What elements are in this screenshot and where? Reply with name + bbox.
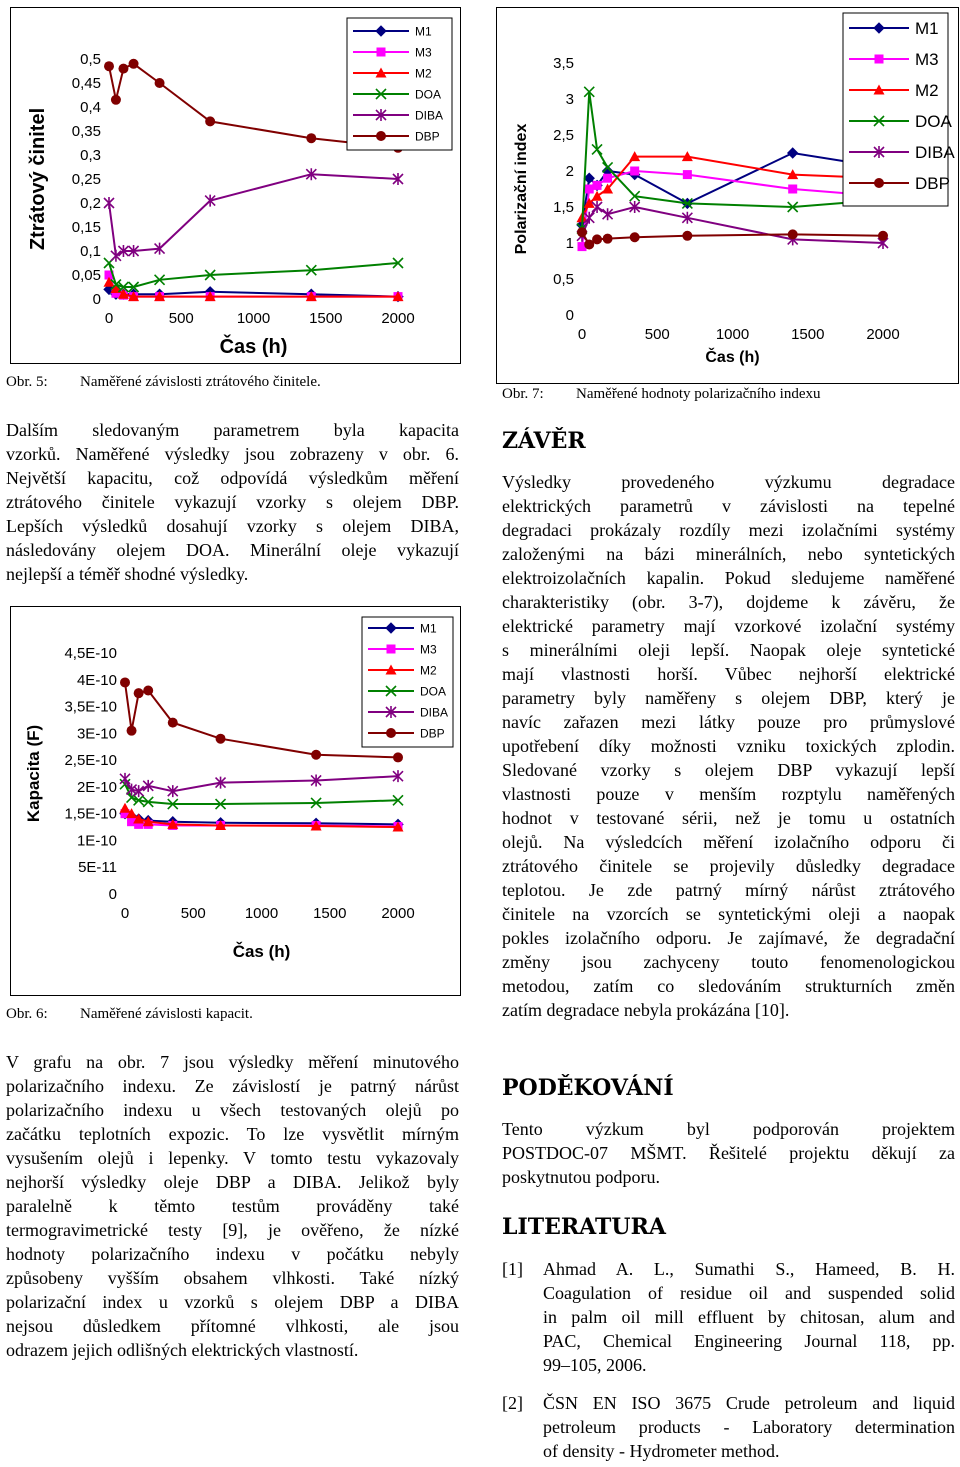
marker-square [593,181,602,190]
x-tick-label: 0 [577,326,587,343]
text-line: následovány olejem DOA. Minerální oleje vykazují [6,540,459,560]
y-tick-label: 0,3 [80,147,101,164]
text-line: odrazem jejich odlišných elektrických vlastností. [6,1340,359,1360]
legend-label: M3 [415,45,432,60]
marker-star [120,773,130,785]
marker-circle [874,178,884,188]
marker-circle [603,234,613,244]
series-line [125,784,398,804]
y-tick-label: 3E-10 [76,725,117,743]
x-tick-label: 0 [120,905,130,922]
text-line: Dalším sledovaným parametrem byla kapacita [6,420,459,440]
reference-line: Ahmad A. L., Sumathi S., Hameed, B. H. [543,1259,955,1279]
text-line: POSTDOC-07 MŠMT. Řešitelé projektu děkují za [502,1143,955,1163]
text-line: elektrické parametry mají vzorkové izolační systémy [502,616,955,636]
figure-6-chart [10,606,461,996]
series-m2 [120,803,404,832]
y-tick-label: 0,5 [553,271,574,288]
legend-label: M2 [415,66,432,81]
figure-5-caption-number: Obr. 5: [6,374,48,390]
series-dbp [577,227,888,249]
marker-circle [577,227,587,237]
legend-label: M1 [415,24,432,39]
legend [843,13,955,206]
reference-line: of density - Hydrometer method. [543,1441,780,1461]
x-tick-label: 500 [180,905,206,922]
y-axis-title: Ztrátový činitel [27,107,49,251]
y-tick-label: 3 [565,91,574,108]
text-line: V grafu na obr. 7 jsou výsledky měření minutového [6,1052,459,1072]
text-line: polarizačního indexu u všech testovaných olejů po [6,1100,459,1120]
legend-label: M2 [420,663,437,678]
y-axis-title: Kapacita (F) [24,724,43,823]
figure-7-svg [497,8,958,383]
marker-square [630,167,639,176]
figure-7-caption-number: Obr. 7: [502,386,544,402]
text-line: metodou, zatím co sledováním strukturních změn [502,976,955,996]
text-line: degradaci prokázaly rozdíly mezi izolačními systémy [502,520,955,540]
text-line: poskytnutou podporu. [502,1167,661,1187]
text-line: hodnot v testované sérii, než je tomu u ostatních [502,808,955,828]
text-line: charakteristiky (obr. 3-7), dojdeme k závěru, že [502,592,955,612]
reference-number: [2] [502,1393,523,1413]
y-tick-label: 0,4 [80,99,101,116]
reference-line: Coagulation of residue oil and suspended solid [543,1283,955,1303]
text-line: navíc zařazen mezi látky pouze pro průmyslové [502,712,955,732]
series-diba [577,201,888,249]
marker-star [104,197,114,209]
marker-circle [386,728,396,738]
x-axis-title: Čas (h) [219,336,288,358]
series-line [109,263,398,287]
x-axis-title: Čas (h) [705,349,760,366]
marker-circle [155,78,165,88]
figure-5-caption-text: Naměřené závislosti ztrátového činitele. [80,374,321,390]
reference-line: PAC, Chemical Engineering Journal 118, pp. [543,1331,955,1351]
text-line: pokles izolačního odporu. Je zajímavé, že degradační [502,928,955,948]
y-axis-title: Polarizační index [513,123,530,255]
text-line: mají vlastnosti horší. Vůbec nejhorší elektrické [502,664,955,684]
y-tick-label: 4,5E-10 [64,645,117,662]
y-tick-label: 2 [565,163,574,180]
marker-circle [306,133,316,143]
y-tick-label: 0,2 [80,195,101,212]
marker-circle [788,229,798,239]
marker-circle [111,95,121,105]
text-line: elektrických parametrů v závislosti na tepelné [502,496,955,516]
marker-circle [311,750,321,760]
series-m1 [577,148,888,230]
figure-5-caption [6,374,321,391]
y-tick-label: 2E-10 [76,778,117,796]
marker-triangle [120,803,131,813]
marker-square [788,185,797,194]
text-line: polarizační index u vzorků s olejem DBP a DIBA [6,1292,459,1312]
series-line [109,289,398,296]
figure-5-chart [10,7,461,364]
y-tick-label: 0,1 [80,243,101,260]
podekovani-paragraph [502,1117,955,1189]
series-diba [120,770,403,797]
x-axis-title: Čas (h) [232,942,291,961]
marker-circle [376,131,386,141]
text-line: vlastnosti pouze v menším rozptylu naměřených [502,784,955,804]
y-tick-label: 1,5 [553,199,574,216]
y-tick-label: 1,5E-10 [64,805,117,823]
x-tick-label: 2000 [381,905,415,922]
text-line: polarizačního indexu. Ze závislostí je patrný nárůst [6,1076,459,1096]
text-line: ztrátového činitele vykazují vzorky s olejem DBP. [6,492,459,512]
marker-circle [104,61,114,71]
figure-5-svg [11,8,460,363]
left-paragraph-capacity [6,418,459,586]
text-line: založenými na bázi minerálních, nebo syntetických [502,544,955,564]
legend [347,18,452,150]
x-tick-label: 500 [644,326,670,343]
marker-square [387,645,396,654]
x-tick-label: 500 [168,310,194,327]
legend-label: M2 [915,81,939,101]
y-tick-label: 4E-10 [76,671,117,689]
reference-text [543,1391,955,1463]
marker-square [603,174,612,183]
text-line: s minerálními oleji lepší. Naopak oleje syntetické [502,640,955,660]
y-tick-label: 0,15 [71,219,101,236]
legend-label: DOA [915,112,952,132]
x-tick-label: 1500 [309,310,343,327]
reference-text [543,1257,955,1377]
marker-circle [216,734,226,744]
marker-circle [134,688,144,698]
text-line: ztrátového činitele se projevily důsledky degradace [502,856,955,876]
figure-7-caption [502,386,821,403]
text-line: hodnoty polarizačního indexu v počátku nebyly [6,1244,459,1264]
x-tick-label: 1000 [244,905,279,922]
marker-circle [127,726,137,736]
x-tick-label: 0 [104,310,114,327]
y-tick-label: 0,25 [71,171,101,188]
figure-6-caption-number: Obr. 6: [6,1006,48,1022]
text-line: Výsledky provedeného výzkumu degradace [502,472,955,492]
marker-circle [168,718,178,728]
x-tick-label: 2000 [866,326,900,343]
x-tick-label: 1500 [313,905,347,922]
text-line: nejhorší výsledky oleje DBP a DIBA. Jelikož byly [6,1172,459,1192]
marker-diamond [788,148,798,158]
text-line: teplotou. Je zde patrný mírný nárůst ztrátového [502,880,955,900]
y-tick-label: 0 [565,307,574,324]
marker-square [683,170,692,179]
text-line: činitele na vzorcích se syntetickými oleji a naopak [502,904,955,924]
text-line: Největší kapacitu, což odpovídá výsledkům měření [6,468,459,488]
text-line: nejlepší a téměř shodné výsledky. [6,564,249,584]
legend-label: M3 [420,642,437,657]
figure-7-chart [496,7,959,384]
left-paragraph-polarization [6,1050,459,1362]
x-tick-label: 1000 [715,326,750,343]
legend [362,617,453,747]
marker-circle [393,752,403,762]
text-line: termogravimetrické testy [9], je ověřeno, že nízké [6,1220,459,1240]
marker-square [585,185,594,194]
y-tick-label: 0,35 [71,123,101,140]
legend-label: DBP [420,726,445,741]
heading-podekovani: PODĚKOVÁNÍ [502,1075,674,1101]
series-line [582,232,883,244]
marker-circle [118,64,128,74]
y-tick-label: 0,05 [71,267,101,284]
legend-label: M1 [420,621,437,636]
y-tick-label: 1 [565,235,574,252]
series-doa [104,258,403,292]
text-line: začátku teplotních expozic. To lze vysvětlit mírným [6,1124,459,1144]
y-tick-label: 2,5 [553,127,574,144]
series-diba [104,168,403,262]
text-line: Tento výzkum byl podporován projektem [502,1119,955,1139]
series-doa [120,779,403,809]
x-tick-label: 2000 [381,310,415,327]
text-line: Sledované vzorky s olejem DBP vykazují lepší [502,760,955,780]
legend-label: DOA [420,684,447,699]
marker-circle [878,231,888,241]
legend-label: DIBA [415,108,444,123]
y-tick-label: 0,5 [80,51,101,68]
figure-6-caption-text: Naměřené závislosti kapacit. [80,1006,253,1022]
marker-circle [143,685,153,695]
legend-label: M1 [915,19,939,39]
series-line [109,174,398,256]
x-tick-label: 1500 [791,326,825,343]
heading-literatura: LITERATURA [502,1214,666,1240]
text-line: zatím degradace nebyla prokázána [10]. [502,1000,790,1020]
series-dbp [120,677,403,762]
text-line: změny jsou zachyceny touto fenomenologickou [502,952,955,972]
legend-label: DOA [415,87,442,102]
figure-6-svg [11,607,460,995]
reference-line: in palm oil mill effluent by chitosan, alum and [543,1307,955,1327]
legend-label: DIBA [915,143,955,163]
text-line: vysušením olejů i lepenky. V tomto testu vykazovaly [6,1148,459,1168]
x-tick-label: 1000 [236,310,271,327]
marker-circle [682,231,692,241]
text-line: nejsou důsledkem přítomné vlhkosti, ale jsou [6,1316,459,1336]
series-m2 [104,277,404,301]
legend-label: M3 [915,50,939,70]
marker-circle [205,116,215,126]
y-tick-label: 5E-11 [78,859,117,877]
y-tick-label: 0 [92,291,101,308]
reference-line: petroleum products - Laboratory determination [543,1417,955,1437]
y-tick-label: 3,5E-10 [64,698,117,716]
series-line [125,776,398,791]
y-tick-label: 2,5E-10 [64,752,117,770]
marker-circle [129,59,139,69]
legend-label: DBP [415,129,440,144]
text-line: upotřebení díky možnosti vzniku toxických zplodin. [502,736,955,756]
y-tick-label: 0,45 [71,75,101,92]
figure-6-caption [6,1006,253,1023]
legend-label: DIBA [420,705,449,720]
marker-circle [630,232,640,242]
text-line: parametry byly naměřeny s olejem DBP, který je [502,688,955,708]
zaver-paragraph [502,470,955,1022]
legend-label: DBP [915,174,950,194]
series-m3 [121,809,403,831]
reference-line: 99–105, 2006. [543,1355,647,1375]
heading-zaver: ZÁVĚR [502,428,586,454]
y-tick-label: 0 [108,886,117,903]
marker-circle [120,677,130,687]
text-line: způsobeny vyšším obsahem vlhkosti. Také nízký [6,1268,459,1288]
y-tick-label: 1E-10 [76,832,117,850]
text-line: paralelně k těmto testům prováděny také [6,1196,459,1216]
text-line: vzorků. Naměřené výsledky jsou zobrazeny v obr. 6. [6,444,459,464]
marker-square [875,55,884,64]
series-m1 [104,284,403,301]
marker-circle [592,234,602,244]
text-line: Lepších výsledků dosahují vzorky s olejem DIBA, [6,516,459,536]
marker-square [377,48,386,57]
text-line: elektroizolačních kapalin. Pokud sledujeme naměřené [502,568,955,588]
figure-7-caption-text: Naměřené hodnoty polarizačního indexu [576,386,821,402]
y-tick-label: 3,5 [553,55,574,72]
series-line [125,682,398,757]
reference-number: [1] [502,1259,523,1279]
reference-line: ČSN EN ISO 3675 Crude petroleum and liquid [543,1393,955,1413]
text-line: olejů. Na výsledcích měření izolačního odporu či [502,832,955,852]
